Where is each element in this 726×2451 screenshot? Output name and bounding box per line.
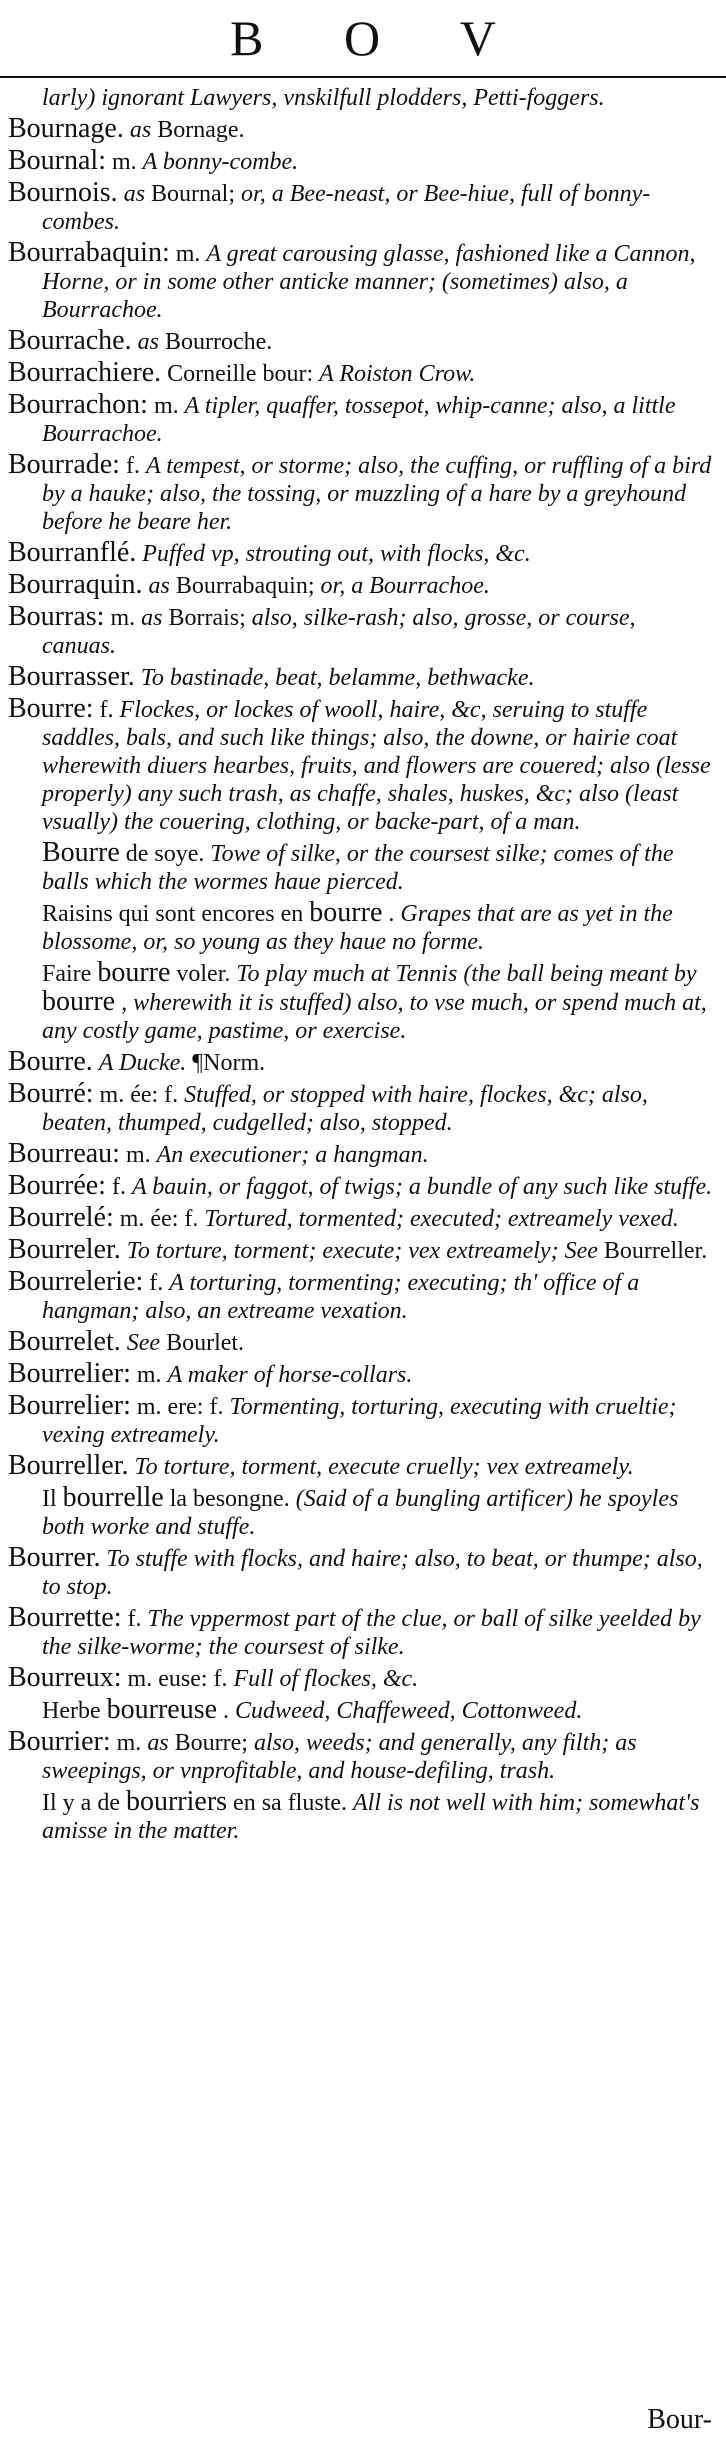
dictionary-entry bbox=[8, 451, 714, 536]
roman-text: en sa fluste. bbox=[233, 1790, 348, 1816]
sub-entry bbox=[8, 1696, 714, 1725]
dictionary-entry bbox=[8, 1328, 714, 1357]
headword: Bourrée: bbox=[8, 1170, 106, 1201]
grammar-label: m. bbox=[116, 1730, 142, 1756]
grammar-label: f. bbox=[99, 697, 114, 723]
sub-entry bbox=[8, 899, 714, 956]
definition: Towe of silke, or the coursest silke; comes of the balls which the wormes haue pierced. bbox=[42, 841, 674, 895]
roman-text: la besongne. bbox=[169, 1486, 290, 1512]
grammar-label: m. bbox=[175, 241, 201, 267]
sub-entry bbox=[8, 959, 714, 1045]
definition: or, a Bourrachoe. bbox=[320, 573, 490, 599]
grammar-label: f. bbox=[111, 1174, 126, 1200]
dictionary-entry bbox=[8, 1604, 714, 1661]
dictionary-entry bbox=[8, 1236, 714, 1265]
roman-text: Bourreller. bbox=[603, 1238, 708, 1264]
headword: Bourre. bbox=[8, 1046, 93, 1077]
dictionary-entry bbox=[8, 179, 714, 236]
definition: as bbox=[129, 117, 152, 143]
grammar-label: m. ée: f. bbox=[99, 1082, 179, 1108]
headword: bourre bbox=[309, 897, 383, 928]
headword: Bourrache. bbox=[8, 325, 132, 356]
headword: Bourrelerie: bbox=[8, 1266, 144, 1297]
grammar-label: m. ere: f. bbox=[136, 1394, 224, 1420]
dictionary-entry bbox=[8, 391, 714, 448]
dictionary-entry bbox=[8, 147, 714, 176]
definition: Grapes that are as yet in the blossome, or, so young as they haue no forme. bbox=[42, 901, 673, 955]
roman-text: Bourre; bbox=[174, 1730, 248, 1756]
dictionary-entry bbox=[8, 359, 714, 388]
dictionary-entry bbox=[8, 1728, 714, 1785]
headword: Bourrier: bbox=[8, 1726, 111, 1757]
headword: Bourrelet. bbox=[8, 1326, 121, 1357]
sub-entry bbox=[8, 1788, 714, 1845]
definition: A bauin, or faggot, of twigs; a bundle of any such like stuffe. bbox=[131, 1174, 713, 1200]
roman-text: voler. bbox=[176, 961, 231, 987]
headword: Bourreux: bbox=[8, 1662, 122, 1693]
roman-text: Bourlet. bbox=[166, 1330, 245, 1356]
grammar-label: m. bbox=[110, 605, 136, 631]
definition: also, weeds; and generally, any filth; as sweepings, or vnprofitable, and house-defiling, trash. bbox=[42, 1730, 637, 1784]
roman-text: . bbox=[388, 901, 395, 927]
headword: Bourrelier: bbox=[8, 1390, 131, 1421]
definition: Stuffed, or stopped with haire, flockes, &c; also, beaten, thumped, cudgelled; also, stopped. bbox=[42, 1082, 648, 1136]
headword: Bournois. bbox=[8, 177, 118, 208]
definition: An executioner; a hangman. bbox=[156, 1142, 429, 1168]
definition: A torturing, tormenting; executing; th' office of a hangman; also, an extreame vexation. bbox=[42, 1270, 640, 1324]
dictionary-entry bbox=[8, 663, 714, 692]
headword: Bournage. bbox=[8, 113, 124, 144]
definition: as bbox=[137, 329, 159, 355]
headword: Bourranflé. bbox=[8, 537, 137, 568]
roman-text: Faire bbox=[42, 961, 92, 987]
definition: A tempest, or storme; also, the cuffing, or ruffling of a bird by a hauke; also, the tossing, or muzzling of a hare by a greyhound before he beare her. bbox=[42, 453, 712, 535]
roman-text: Bourrabaquin; bbox=[175, 573, 315, 599]
dictionary-entry bbox=[8, 1268, 714, 1325]
definition: A tipler, quaffer, tossepot, whip-canne; also, a little Bourrachoe. bbox=[42, 393, 676, 447]
grammar-label: f. bbox=[125, 453, 140, 479]
headword: Bourras: bbox=[8, 601, 105, 632]
roman-text: Bornage. bbox=[157, 117, 245, 143]
definition: or, a Bee-neast, or Bee-hiue, full of bonny-combes. bbox=[42, 181, 651, 235]
headword: Bourrelé: bbox=[8, 1202, 114, 1233]
headword: Bourre: bbox=[8, 693, 94, 724]
page-header bbox=[0, 6, 726, 76]
dictionary-entry bbox=[8, 1360, 714, 1389]
definition: Full of flockes, &c. bbox=[233, 1666, 419, 1692]
headword: Bourreler. bbox=[8, 1234, 121, 1265]
headword: Bournal: bbox=[8, 145, 106, 176]
dictionary-entry bbox=[8, 327, 714, 356]
headword: bourreuse bbox=[106, 1694, 218, 1725]
definition: as bbox=[147, 1730, 169, 1756]
dictionary-entry bbox=[8, 1080, 714, 1137]
headword: Bourreau: bbox=[8, 1138, 120, 1169]
definition: To play much at Tennis (the ball being meant by bbox=[236, 961, 697, 987]
headword: Bourrachiere. bbox=[8, 357, 162, 388]
definition: To torture, torment, execute cruelly; vex extreamely. bbox=[134, 1454, 634, 1480]
dictionary-entry bbox=[8, 1392, 714, 1449]
headword: bourre bbox=[42, 986, 116, 1017]
dictionary-entry bbox=[8, 1664, 714, 1693]
dictionary-entry bbox=[8, 1544, 714, 1601]
grammar-label: f. bbox=[149, 1270, 164, 1296]
entry-list bbox=[8, 84, 714, 1848]
definition: To torture, torment; execute; vex extreamely; See bbox=[126, 1238, 598, 1264]
definition: larly) ignorant Lawyers, vnskilfull plodders, Petti-foggers. bbox=[42, 85, 605, 111]
definition: as bbox=[148, 573, 170, 599]
dictionary-entry bbox=[8, 239, 714, 324]
grammar-label: m. bbox=[112, 149, 137, 175]
dictionary-entry bbox=[8, 1172, 714, 1201]
grammar-label: m. bbox=[136, 1362, 162, 1388]
headword: Bourrachon: bbox=[8, 389, 148, 420]
dictionary-entry bbox=[8, 1452, 714, 1481]
dictionary-entry bbox=[8, 1048, 714, 1077]
headword: Bourrasser. bbox=[8, 661, 135, 692]
roman-text: ¶Norm. bbox=[192, 1050, 266, 1076]
dictionary-entry bbox=[8, 571, 714, 600]
definition: , wherewith it is stuffed) also, to vse much, or spend much at, any costly game, pastime, or exercise. bbox=[42, 990, 707, 1044]
headword: Bourre bbox=[42, 837, 120, 868]
dictionary-entry bbox=[8, 115, 714, 144]
definition: Flockes, or lockes of wooll, haire, &c, seruing to stuffe saddles, bals, and such like things; also, the downe, or hairie coat wherewith diuers hearbes, fruits, and flowers are couered; also (lesse properly) any such trash, as chaffe, shales, huskes, &c; also (least vsually) the couering, clothing, or backe-part, of a man. bbox=[42, 697, 711, 835]
definition: as bbox=[123, 181, 146, 207]
definition: The vppermost part of the clue, or ball of silke yeelded by the silke-worme; the coursest of silke. bbox=[42, 1606, 701, 1660]
headword: Bourrette: bbox=[8, 1602, 122, 1633]
dictionary-entry bbox=[8, 1140, 714, 1169]
roman-text: Borrais; bbox=[168, 605, 246, 631]
grammar-label: m. euse: f. bbox=[127, 1666, 228, 1692]
grammar-label: m. bbox=[153, 393, 179, 419]
definition: To stuffe with flocks, and haire; also, to beat, or thumpe; also, to stop. bbox=[42, 1546, 703, 1600]
headword: Bourreller. bbox=[8, 1450, 129, 1481]
dictionary-entry bbox=[8, 1204, 714, 1233]
sub-entry bbox=[8, 839, 714, 896]
roman-text: Il y a de bbox=[42, 1790, 120, 1816]
grammar-label: m. bbox=[125, 1142, 151, 1168]
roman-text: . bbox=[223, 1698, 230, 1724]
headword: bourrelle bbox=[62, 1482, 164, 1513]
running-head: B O V bbox=[230, 10, 530, 66]
definition: To bastinade, beat, belamme, bethwacke. bbox=[140, 665, 535, 691]
definition: All is not well with him; somewhat's amisse in the matter. bbox=[42, 1790, 700, 1844]
roman-text: Herbe bbox=[42, 1698, 101, 1724]
headword: Bourraquin. bbox=[8, 569, 143, 600]
definition: A Roiston Crow. bbox=[319, 361, 476, 387]
roman-text: Raisins qui sont encores en bbox=[42, 901, 304, 927]
definition: Puffed vp, strouting out, with flocks, &c. bbox=[142, 541, 531, 567]
definition: (Said of a bungling artificer) he spoyles both worke and stuffe. bbox=[42, 1486, 679, 1540]
headword: Bourrer. bbox=[8, 1542, 101, 1573]
headword: Bourrelier: bbox=[8, 1358, 131, 1389]
dictionary-entry bbox=[8, 603, 714, 660]
headword: Bourré: bbox=[8, 1078, 94, 1109]
headword: bourriers bbox=[125, 1786, 228, 1817]
dictionary-entry bbox=[8, 539, 714, 568]
definition: A Ducke. bbox=[98, 1050, 187, 1076]
grammar-label: f. bbox=[127, 1606, 142, 1632]
grammar-label: m. ée: f. bbox=[119, 1206, 199, 1232]
definition: A maker of horse-collars. bbox=[167, 1362, 413, 1388]
definition: A great carousing glasse, fashioned like a Cannon, Horne, or in some other anticke manner; (sometimes) also, a Bourrachoe. bbox=[42, 241, 696, 323]
catchword: Bour- bbox=[647, 2404, 712, 2435]
headword: Bourrabaquin: bbox=[8, 237, 170, 268]
dictionary-entry bbox=[8, 84, 714, 112]
roman-text: de soye. bbox=[125, 841, 205, 867]
definition: as bbox=[141, 605, 163, 631]
definition: Cudweed, Chaffeweed, Cottonweed. bbox=[235, 1698, 583, 1724]
sub-entry bbox=[8, 1484, 714, 1541]
definition: also, silke-rash; also, grosse, or course, canuas. bbox=[42, 605, 636, 659]
roman-text: Il bbox=[42, 1486, 57, 1512]
definition: Tormenting, torturing, executing with crueltie; vexing extreamely. bbox=[42, 1394, 677, 1448]
roman-text: Corneille bour: bbox=[167, 361, 314, 387]
definition: Tortured, tormented; executed; extreamely vexed. bbox=[204, 1206, 679, 1232]
roman-text: Bourroche. bbox=[164, 329, 273, 355]
roman-text: Bournal; bbox=[151, 181, 236, 207]
header-rule bbox=[0, 76, 726, 78]
headword: bourre bbox=[97, 957, 171, 988]
definition: A bonny-combe. bbox=[142, 149, 299, 175]
definition: See bbox=[126, 1330, 161, 1356]
headword: Bourrade: bbox=[8, 449, 120, 480]
dictionary-entry bbox=[8, 695, 714, 836]
